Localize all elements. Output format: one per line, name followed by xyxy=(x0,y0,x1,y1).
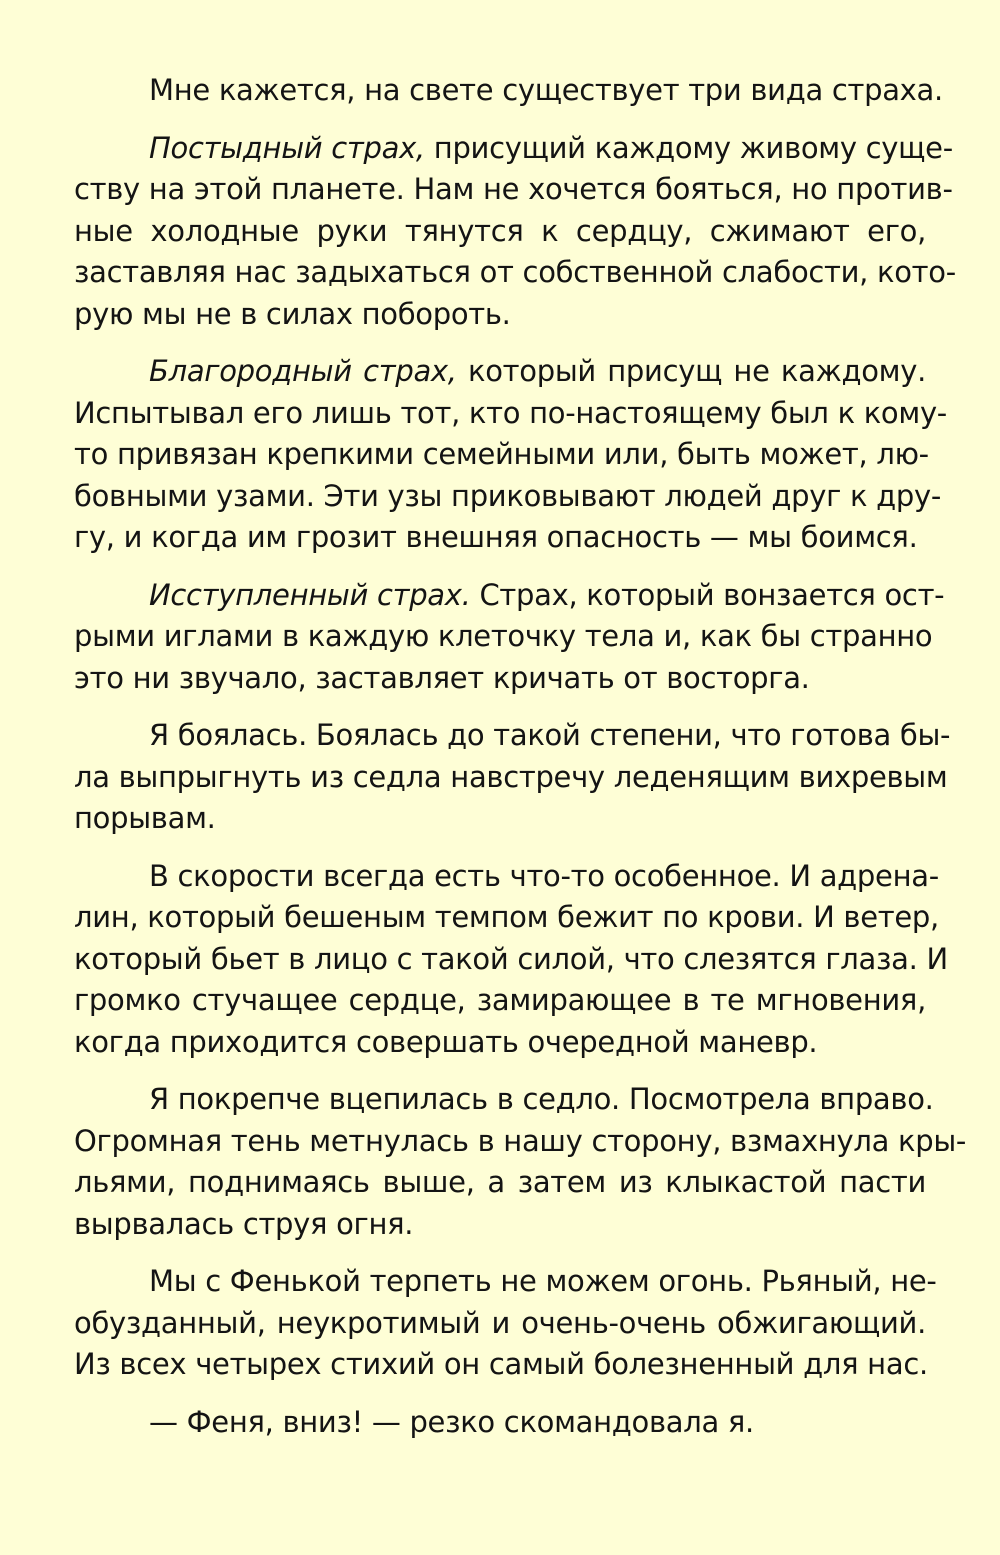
text-line: заставляя нас задыхаться от собственной слабости, кото- xyxy=(74,255,956,289)
text-line: ству на этой планете. Нам не хочется бояться, но против- xyxy=(74,172,953,206)
text-line: который бьет в лицо с такой силой, что слезятся глаза. И xyxy=(74,941,948,976)
text-line: порывам. xyxy=(74,801,216,835)
paragraph xyxy=(74,128,956,336)
text-line: Постыдный страх, присущий каждому живому суще- xyxy=(149,130,953,165)
text-line: вырвалась струя огня. xyxy=(74,1206,414,1241)
text-line: Благородный страх, который присущ не каждому. xyxy=(149,354,926,388)
text-line: лин, который бешеным темпом бежит по крови. И ветер, xyxy=(74,900,939,934)
paragraph xyxy=(74,575,945,700)
emphasis: Исступленный страх. xyxy=(149,577,471,612)
book-page xyxy=(74,70,967,1490)
text-line: Я покрепче вцепилась в седло. Посмотрела вправо. xyxy=(149,1082,934,1116)
text-line: ные холодные руки тянутся к сердцу, сжимают его, xyxy=(74,213,926,248)
text-line: Исступленный страх. Страх, который вонзается ост- xyxy=(149,577,945,612)
text-line: бовными узами. Эти узы приковывают людей друг к дру- xyxy=(74,478,941,513)
text-line: — Феня, вниз! — резко скомандовала я. xyxy=(149,1404,754,1439)
paragraph xyxy=(74,1079,967,1245)
emphasis: Постыдный страх, xyxy=(149,130,425,165)
text-line: Мне кажется, на свете существует три вида страха. xyxy=(149,73,943,107)
text-line: рыми иглами в каждую клеточку тела и, как бы странно xyxy=(74,619,933,653)
text-line: громко стучащее сердце, замирающее в те мгновения, xyxy=(74,983,926,1017)
text-line: это ни звучало, заставляет кричать от восторга. xyxy=(74,660,810,695)
text-line: рую мы не в силах побороть. xyxy=(74,296,511,331)
text-line: ла выпрыгнуть из седла навстречу леденящим вихревым xyxy=(74,759,948,794)
text-line: то привязан крепкими семейными или, быть может, лю- xyxy=(74,437,929,471)
paragraph xyxy=(74,70,943,112)
paragraph xyxy=(74,1402,926,1444)
paragraph xyxy=(74,1261,937,1386)
text-line: Из всех четырех стихий он самый болезненный для нас. xyxy=(74,1347,928,1381)
text-line: Мы с Фенькой терпеть не можем огонь. Рьяный, не- xyxy=(149,1264,937,1298)
paragraph xyxy=(74,856,948,1064)
paragraph xyxy=(74,715,951,840)
text-line: Огромная тень метнулась в нашу сторону, взмахнула кры- xyxy=(74,1123,967,1158)
text-line: льями, поднимаясь выше, а затем из клыкастой пасти xyxy=(74,1165,926,1199)
text-line: В скорости всегда есть что-то особенное. И адрена- xyxy=(149,858,939,893)
paragraph xyxy=(74,351,947,559)
text-line: гу, и когда им грозит внешняя опасность — мы боимся. xyxy=(74,520,918,554)
emphasis: Благородный страх, xyxy=(149,354,457,388)
text-line: когда приходится совершать очередной маневр. xyxy=(74,1024,818,1059)
text-line: Я боялась. Боялась до такой степени, что готова бы- xyxy=(149,718,951,752)
text-line: Испытывал его лишь тот, кто по-настоящему был к кому- xyxy=(74,395,947,430)
text-line: обузданный, неукротимый и очень-очень обжигающий. xyxy=(74,1305,926,1340)
